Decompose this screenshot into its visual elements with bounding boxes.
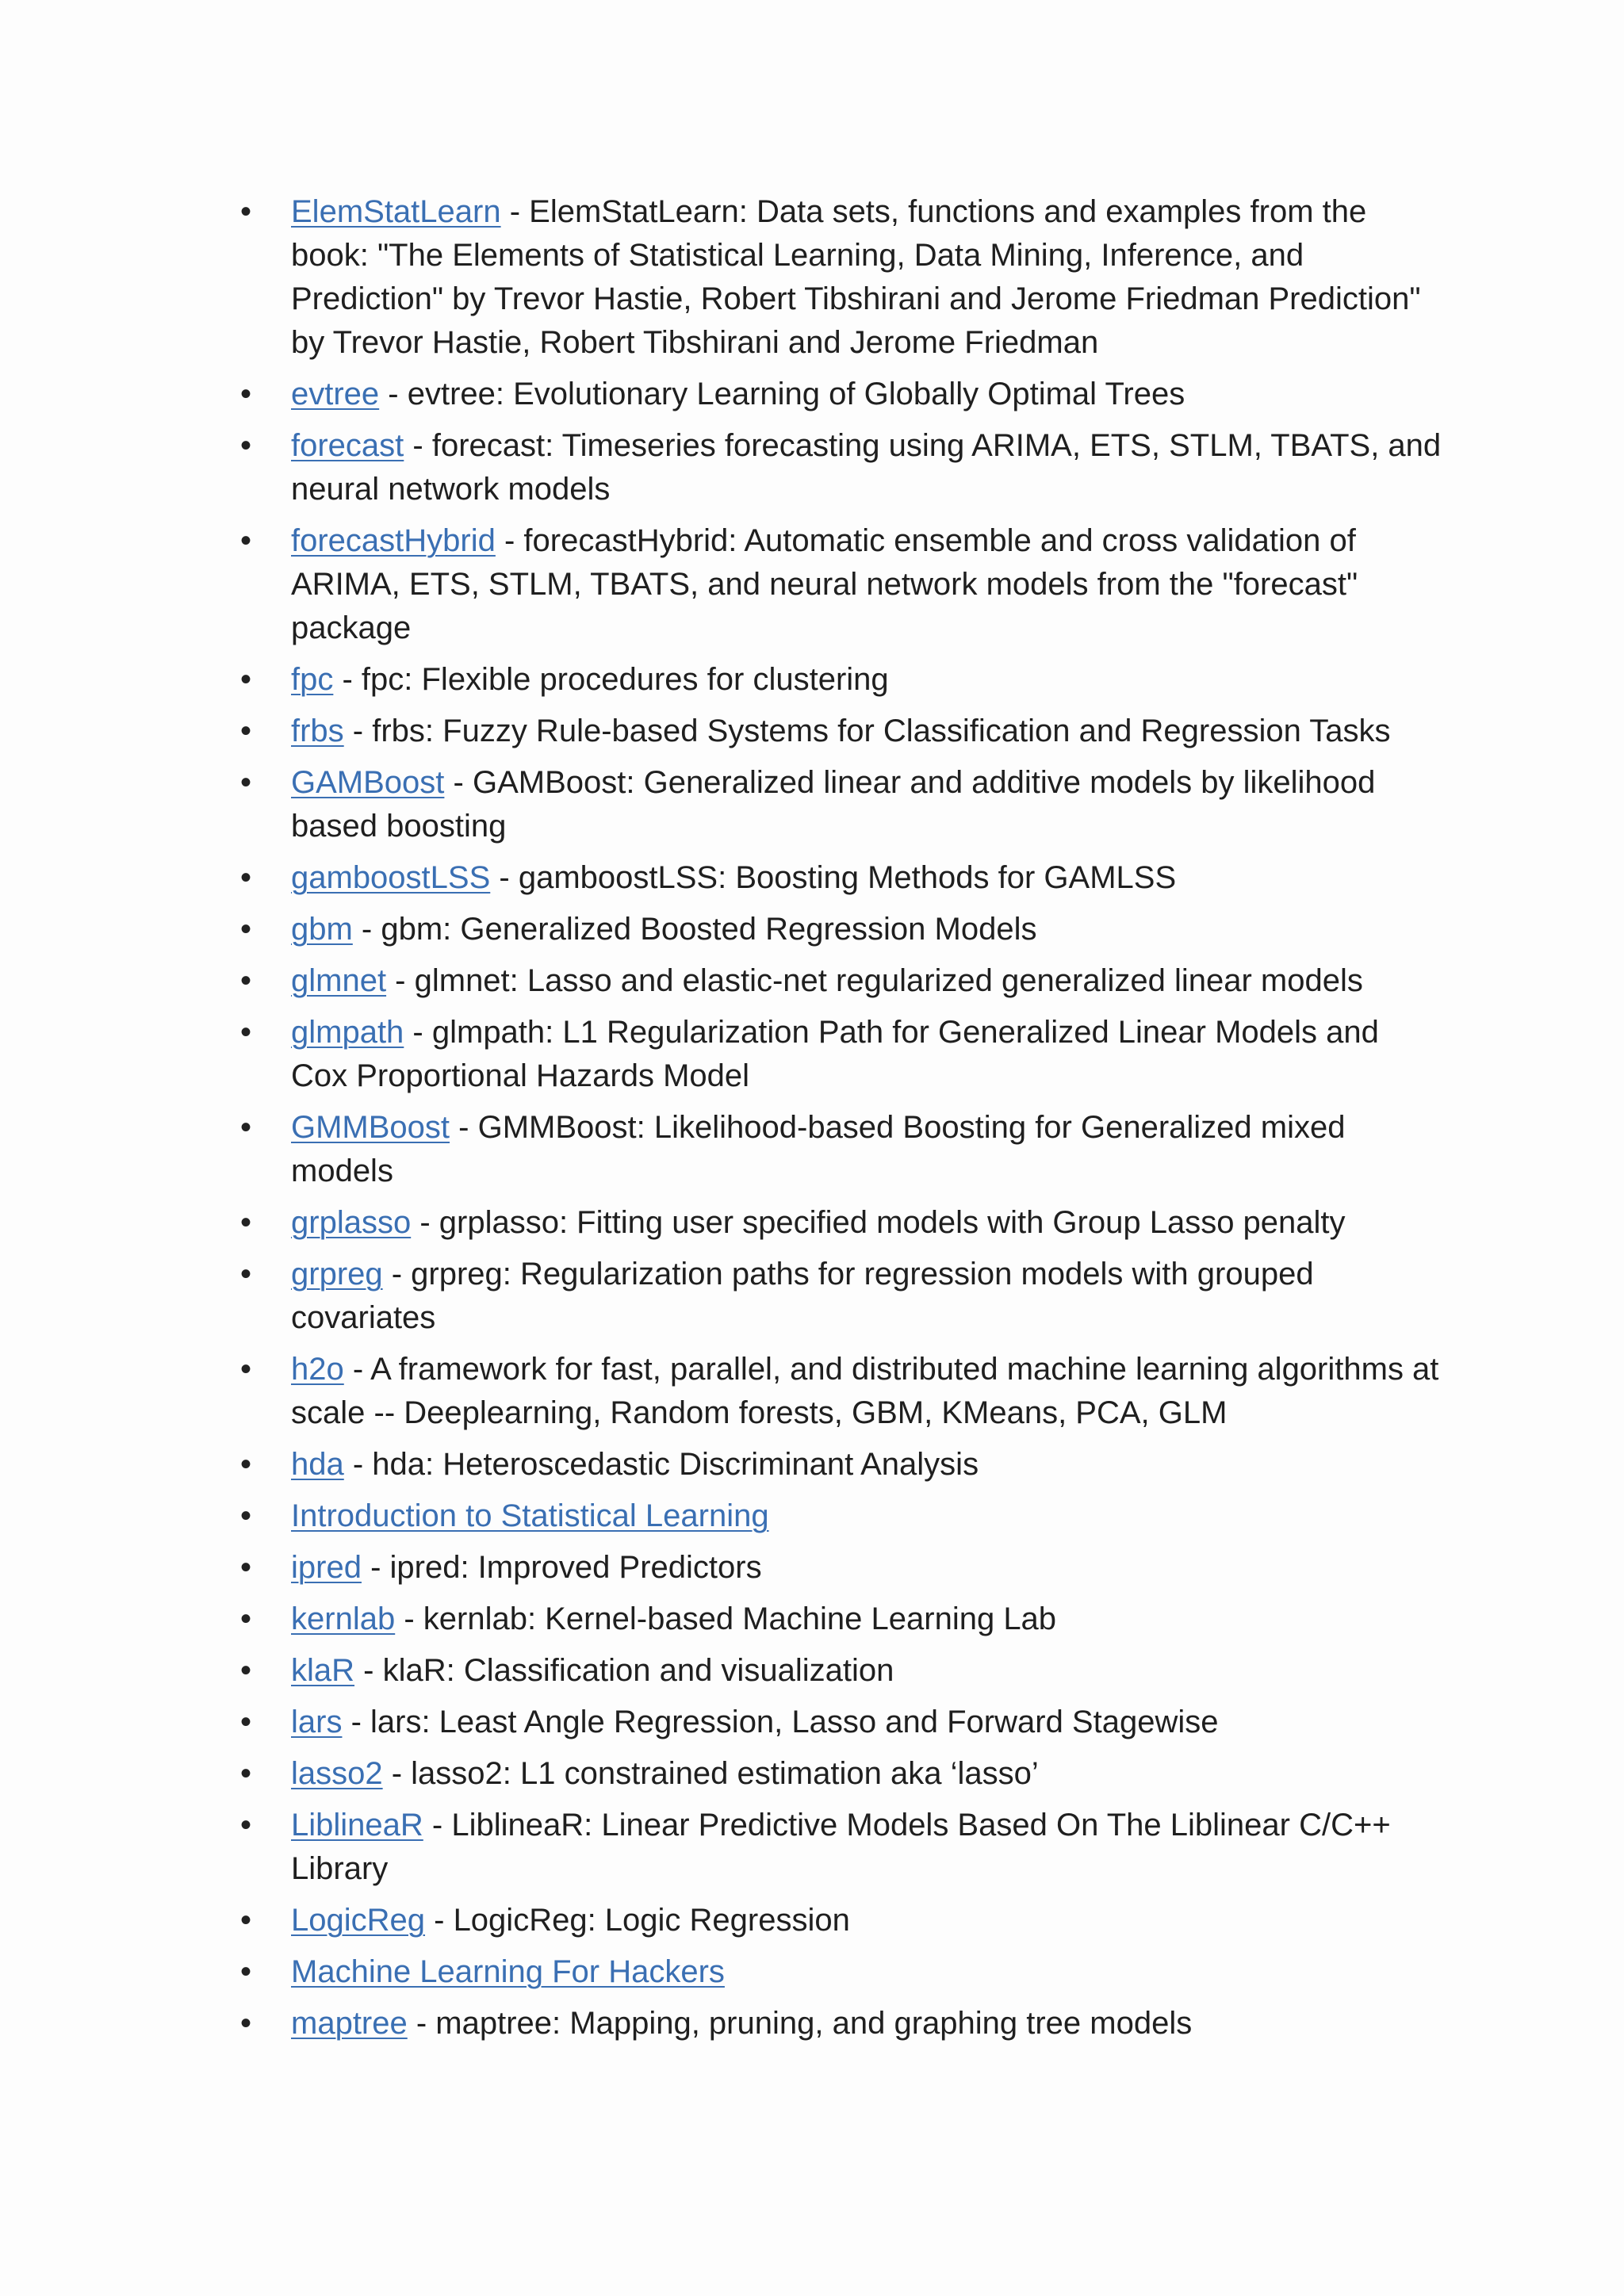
list-item xyxy=(238,1701,1443,1744)
list-item xyxy=(238,1011,1443,1098)
package-description: - maptree: Mapping, pruning, and graphing tree models xyxy=(407,2006,1193,2041)
bullet-icon: • xyxy=(239,1498,251,1533)
bullet-icon: • xyxy=(239,1653,251,1688)
package-description: - lars: Least Angle Regression, Lasso and Forward Stagewise xyxy=(342,1705,1219,1739)
package-description: - fpc: Flexible procedures for clustering xyxy=(333,662,889,697)
package-description: - LiblineaR: Linear Predictive Models Based On The Liblinear C/C++ Library xyxy=(291,1808,1391,1886)
package-description: - ElemStatLearn: Data sets, functions and examples from the book: "The Elements of Statistical Learning, Data Mining, Inference, and Prediction" by Trevor Hastie, Robert Tibshirani and Jerome Friedman Prediction" by Trevor Hastie, Robert Tibshirani and Jerome Friedman xyxy=(291,194,1421,360)
package-link[interactable]: glmnet xyxy=(291,963,387,998)
bullet-icon: • xyxy=(239,963,251,998)
list-item xyxy=(238,710,1443,753)
bullet-icon: • xyxy=(239,714,251,748)
bullet-icon: • xyxy=(239,1808,251,1843)
list-item xyxy=(238,959,1443,1003)
package-link[interactable]: h2o xyxy=(291,1352,344,1387)
package-link[interactable]: klaR xyxy=(291,1653,355,1688)
package-description: - gbm: Generalized Boosted Regression Models xyxy=(352,912,1037,947)
list-item xyxy=(238,424,1443,511)
list-item xyxy=(238,1443,1443,1487)
package-list xyxy=(238,190,1443,2053)
list-item xyxy=(238,761,1443,848)
package-link[interactable]: hda xyxy=(291,1447,344,1482)
package-description: - gamboostLSS: Boosting Methods for GAMLSS xyxy=(490,860,1177,895)
package-description: - LogicReg: Logic Regression xyxy=(425,1903,850,1938)
bullet-icon: • xyxy=(239,1015,251,1050)
package-description: - GAMBoost: Generalized linear and additive models by likelihood based boosting xyxy=(291,765,1376,844)
package-description: - glmpath: L1 Regularization Path for Generalized Linear Models and Cox Proportional Hazards Model xyxy=(291,1015,1379,1093)
list-item xyxy=(238,373,1443,416)
package-description: - A framework for fast, parallel, and distributed machine learning algorithms at scale -- Deeplearning, Random forests, GBM, KMeans, PCA, GLM xyxy=(291,1352,1439,1430)
package-link[interactable]: grplasso xyxy=(291,1205,412,1240)
package-link[interactable]: LogicReg xyxy=(291,1903,426,1938)
bullet-icon: • xyxy=(239,1550,251,1585)
package-link[interactable]: fpc xyxy=(291,662,334,697)
package-description: - grpreg: Regularization paths for regression models with grouped covariates xyxy=(291,1257,1314,1335)
list-item xyxy=(238,856,1443,900)
bullet-icon: • xyxy=(239,1257,251,1292)
bullet-icon: • xyxy=(239,860,251,895)
package-link[interactable]: kernlab xyxy=(291,1601,396,1636)
bullet-icon: • xyxy=(239,377,251,411)
package-link[interactable]: ipred xyxy=(291,1550,362,1585)
list-item xyxy=(238,1899,1443,1942)
package-description: - lasso2: L1 constrained estimation aka ‘lasso’ xyxy=(382,1756,1039,1791)
bullet-icon: • xyxy=(239,1205,251,1240)
bullet-icon: • xyxy=(239,1756,251,1791)
package-description: - forecastHybrid: Automatic ensemble and cross validation of ARIMA, ETS, STLM, TBATS, and neural network models from the "forecast" package xyxy=(291,523,1358,645)
list-item xyxy=(238,1106,1443,1193)
package-link[interactable]: forecast xyxy=(291,428,404,463)
package-link[interactable]: GMMBoost xyxy=(291,1110,450,1145)
package-link[interactable]: Introduction to Statistical Learning xyxy=(291,1498,769,1533)
bullet-icon: • xyxy=(239,1903,251,1938)
list-item xyxy=(238,1598,1443,1641)
list-item xyxy=(238,1201,1443,1245)
package-description: - klaR: Classification and visualization xyxy=(354,1653,894,1688)
package-link[interactable]: forecastHybrid xyxy=(291,523,496,558)
package-link[interactable]: Machine Learning For Hackers xyxy=(291,1954,725,1989)
package-description: - frbs: Fuzzy Rule-based Systems for Classification and Regression Tasks xyxy=(343,714,1391,748)
list-item xyxy=(238,658,1443,702)
package-description: - hda: Heteroscedastic Discriminant Analysis xyxy=(343,1447,979,1482)
package-link[interactable]: frbs xyxy=(291,714,344,748)
list-item xyxy=(238,1950,1443,1994)
package-link[interactable]: lars xyxy=(291,1705,343,1739)
package-link[interactable]: LiblineaR xyxy=(291,1808,423,1843)
list-item xyxy=(238,1348,1443,1435)
bullet-icon: • xyxy=(239,194,251,229)
bullet-icon: • xyxy=(239,2006,251,2041)
bullet-icon: • xyxy=(239,1352,251,1387)
list-item xyxy=(238,1804,1443,1891)
list-item xyxy=(238,2002,1443,2045)
bullet-icon: • xyxy=(239,1601,251,1636)
list-item xyxy=(238,190,1443,365)
bullet-icon: • xyxy=(239,912,251,947)
package-description: - forecast: Timeseries forecasting using ARIMA, ETS, STLM, TBATS, and neural network models xyxy=(291,428,1442,507)
list-item xyxy=(238,1752,1443,1796)
bullet-icon: • xyxy=(239,765,251,800)
bullet-icon: • xyxy=(239,1110,251,1145)
package-link[interactable]: lasso2 xyxy=(291,1756,383,1791)
package-description: - kernlab: Kernel-based Machine Learning Lab xyxy=(395,1601,1057,1636)
package-link[interactable]: gbm xyxy=(291,912,353,947)
package-link[interactable]: GAMBoost xyxy=(291,765,445,800)
package-link[interactable]: evtree xyxy=(291,377,380,411)
package-description: - GMMBoost: Likelihood-based Boosting for Generalized mixed models xyxy=(291,1110,1346,1188)
list-item xyxy=(238,1546,1443,1590)
package-link[interactable]: ElemStatLearn xyxy=(291,194,501,229)
package-description: - evtree: Evolutionary Learning of Globally Optimal Trees xyxy=(379,377,1185,411)
package-link[interactable]: grpreg xyxy=(291,1257,383,1292)
bullet-icon: • xyxy=(239,428,251,463)
package-link[interactable]: gamboostLSS xyxy=(291,860,491,895)
list-item xyxy=(238,1253,1443,1340)
list-item xyxy=(238,519,1443,650)
bullet-icon: • xyxy=(239,1705,251,1739)
package-description: - glmnet: Lasso and elastic-net regularized generalized linear models xyxy=(386,963,1363,998)
bullet-icon: • xyxy=(239,662,251,697)
bullet-icon: • xyxy=(239,1447,251,1482)
package-description: - ipred: Improved Predictors xyxy=(361,1550,762,1585)
list-item xyxy=(238,1494,1443,1538)
bullet-icon: • xyxy=(239,1954,251,1989)
list-item xyxy=(238,908,1443,951)
package-link[interactable]: maptree xyxy=(291,2006,408,2041)
bullet-icon: • xyxy=(239,523,251,558)
package-description: - grplasso: Fitting user specified models with Group Lasso penalty xyxy=(411,1205,1346,1240)
package-link[interactable]: glmpath xyxy=(291,1015,404,1050)
list-item xyxy=(238,1649,1443,1693)
